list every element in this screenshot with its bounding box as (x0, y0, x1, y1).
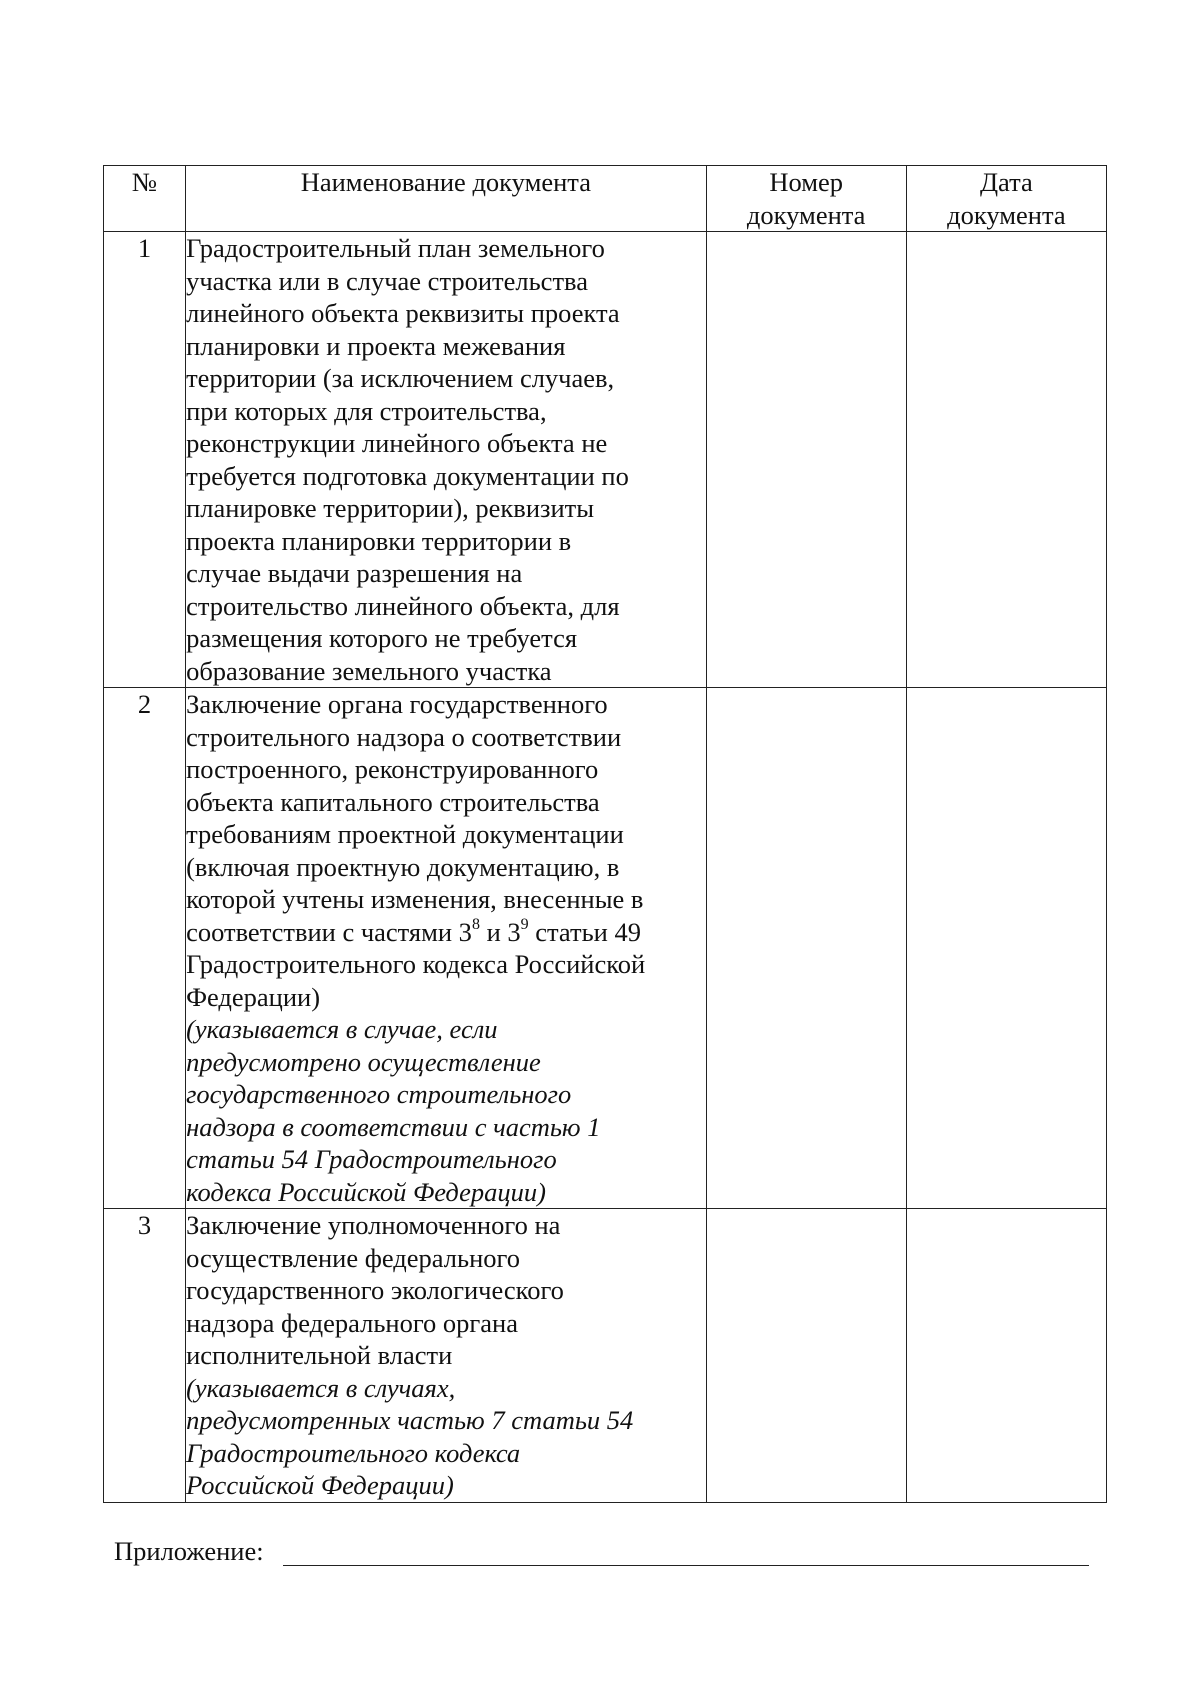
italic-note: Градостроительного кодекса (186, 1437, 521, 1468)
row-document-date-cell (906, 232, 1106, 688)
header-document-number: Номер документа (706, 166, 906, 232)
row-document-name: Заключение органа государственного строительного надзора о соответствии построенного, реконструированного объекта капитального строительства требованиям проектной документации (включая проектную документацию, в которой учтены изменения, внесенные в соответствии с частями $3^8$ и $3^9$ статьи 49 Градостроительного кодекса Российской Федерации) (указывается в случае, если предусмотрено осуществление государственного строительного надзора в соответствии с частью 1 статьи 54 Градостроительного кодекса Российской Федерации) (186, 688, 707, 1209)
row-number: 2 (104, 688, 186, 1209)
italic-note: государственного строительного (186, 1079, 572, 1109)
appendix-label: Приложение: (114, 1536, 264, 1566)
appendix-fill-line[interactable] (283, 1565, 1089, 1566)
row-document-name: Градостроительный план земельного участка или в случае строительства линейного объекта реквизиты проекта планировки и проекта межевания территории (за исключением случаев, при которых для строительства, реконструкции линейного объекта не требуется подготовка документации по планировке территории), реквизиты проекта планировки территории в случае выдачи разрешения на строительство линейного объекта, для размещения которого не требуется образование земельного участка (186, 232, 707, 688)
row-document-date-cell (906, 1209, 1106, 1503)
table-header-row (104, 166, 1107, 232)
table-row (104, 688, 1107, 1209)
row-document-number-cell (706, 1209, 906, 1503)
documents-table (103, 165, 1107, 1503)
row-document-date-cell (906, 688, 1106, 1209)
italic-note: Российской Федерации) (186, 1470, 454, 1500)
row-number: 1 (104, 232, 186, 688)
row-number: 3 (104, 1209, 186, 1503)
table-row (104, 1209, 1107, 1503)
italic-note: кодекса Российской Федерации) (186, 1176, 546, 1207)
header-document-name: Наименование документа (186, 166, 707, 232)
italic-note: (указывается в случае, если (186, 1014, 498, 1044)
superscript-line: соответствии с частями $3^8$ и $3^9$ статьи 49 (186, 915, 641, 947)
italic-note: статьи 54 Градостроительного (186, 1144, 557, 1174)
italic-note: (указывается в случаях, (186, 1372, 456, 1403)
italic-note: предусмотренных частью 7 статьи 54 (186, 1405, 634, 1435)
row-document-name: Заключение уполномоченного на осуществление федерального государственного экологического надзора федерального органа исполнительной власти (указывается в случаях, предусмотренных частью 7 статьи 54 Градостроительного кодекса Российской Федерации) (186, 1209, 707, 1503)
italic-note: предусмотрено осуществление (186, 1046, 541, 1077)
row-document-number-cell (706, 688, 906, 1209)
italic-note: надзора в соответствии с частью 1 (186, 1111, 601, 1142)
table-row (104, 232, 1107, 688)
header-document-date: Дата документа (906, 166, 1106, 232)
header-number: № (104, 166, 186, 232)
row-document-number-cell (706, 232, 906, 688)
